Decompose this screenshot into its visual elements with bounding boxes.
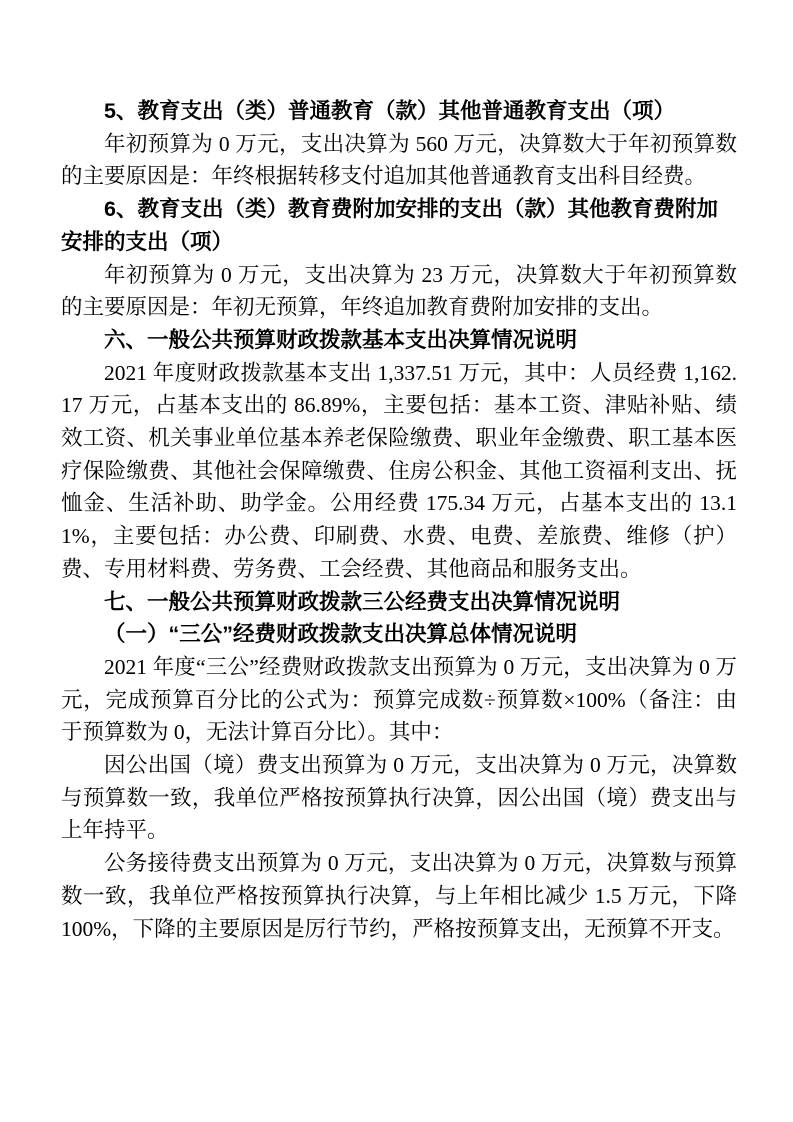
- para-sangong-overall: 2021 年度“三公”经费财政拨款支出预算为 0 万元，支出决算为 0 万元，完成预算百分比的公式为：预算完成数÷预算数×100%（备注：由于预算数为 0，无法计算百分比）。其中：: [61, 654, 737, 745]
- para-item-6-explanation: 年初预算为 0 万元，支出决算为 23 万元，决算数大于年初预算数的主要原因是：年初无预算，年终追加教育费附加安排的支出。: [61, 262, 737, 320]
- heading-section-seven-sangong-funds: 七、一般公共预算财政拨款三公经费支出决算情况说明: [104, 589, 621, 614]
- para-overseas-trip-expense: 因公出国（境）费支出预算为 0 万元，支出决算为 0 万元，决算数与预算数一致，我单位严格按预算执行决算，因公出国（境）费支出与上年持平。: [61, 753, 737, 843]
- heading-section-six-basic-expenditure: 六、一般公共预算财政拨款基本支出决算情况说明: [104, 327, 578, 352]
- para-basic-expenditure-detail: 2021 年度财政拨款基本支出 1,337.51 万元，其中：人员经费 1,162.17 万元，占基本支出的 86.89%，主要包括：基本工资、津贴补贴、绩效工资、机关事业单位基本养老保险缴费、职业年金缴费、职工基本医疗保险缴费、其他社会保障缴费、住房公积金、其他工资福利支出、抚恤金、生活补助、助学金。公用经费 175.34 万元，占基本支出的 13.11%，主要包括：办公费、印刷费、水费、电费、差旅费、维修（护）费、专用材料费、劳务费、工会经费、其他商品和服务支出。: [61, 360, 737, 581]
- para-item-5-explanation: 年初预算为 0 万元，支出决算为 560 万元，决算数大于年初预算数的主要原因是：年终根据转移支付追加其他普通教育支出科目经费。: [61, 131, 737, 189]
- heading-expenditure-item-6: 6、教育支出（类）教育费附加安排的支出（款）其他教育费附加安排的支出（项）: [61, 197, 718, 254]
- para-official-reception-expense: 公务接待费支出预算为 0 万元，支出决算为 0 万元，决算数与预算数一致，我单位严格按预算执行决算，与上年相比减少 1.5 万元，下降 100%，下降的主要原因是厉行节约，严格按预算支出，无预算不开支。: [61, 851, 737, 941]
- heading-expenditure-item-5: 5、教育支出（类）普通教育（款）其他普通教育支出（项）: [104, 99, 675, 123]
- heading-sub-one-sangong-overview: （一）“三公”经费财政拨款支出决算总体情况说明: [104, 622, 578, 647]
